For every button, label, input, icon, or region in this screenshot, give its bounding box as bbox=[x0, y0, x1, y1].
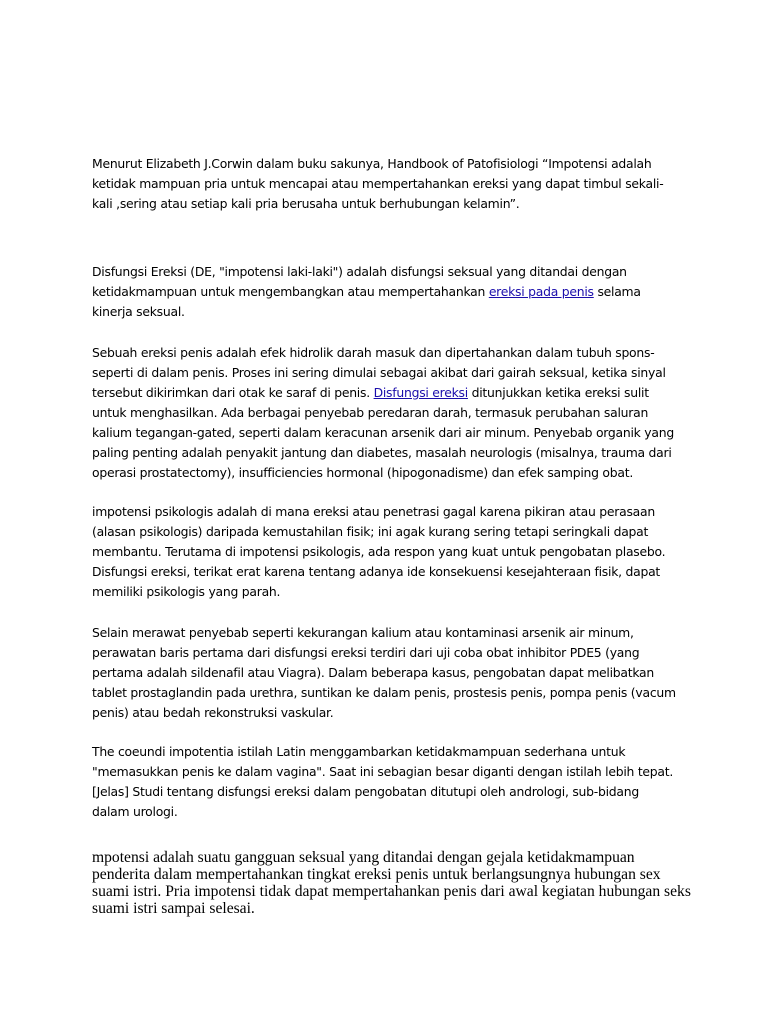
paragraph-impotensi-summary: mpotensi adalah suatu gangguan seksual yang ditandai dengan gejala ketidakmampuan penderita dalam mempertahankan tingkat ereksi penis untuk berlangsungnya hubungan sex suami istri. Pria impotensi tidak dapat mempertahankan penis dari awal kegiatan hubungan seks suami istri sampai selesai. bbox=[92, 849, 691, 917]
paragraph-text-segment: Disfungsi Ereksi (DE, "impotensi laki-laki") adalah disfungsi seksual yang ditandai dengan ketidakmampuan untuk mengembangkan atau mempertahankan bbox=[92, 264, 627, 299]
paragraph-text-segment: selama kinerja seksual. bbox=[92, 284, 641, 319]
link-ereksi-pada-penis[interactable]: ereksi pada penis bbox=[488, 284, 594, 299]
paragraph-perawatan: Selain merawat penyebab seperti kekurangan kalium atau kontaminasi arsenik air minum, perawatan baris pertama dari disfungsi ereksi terdiri dari uji coba obat inhibitor PDE5 (yang pertama adalah sildenafil atau Viagra). Dalam beberapa kasus, pengobatan dapat melibatkan tablet prostaglandin pada urethra, suntikan ke dalam penis, prostesis penis, pompa penis (vacum penis) atau bedah rekonstruksi vaskular. bbox=[92, 625, 676, 720]
paragraph-ereksi-penis-mechanism bbox=[92, 343, 676, 483]
paragraph-coeundi-impotentia: The coeundi impotentia istilah Latin menggambarkan ketidakmampuan sederhana untuk "memasukkan penis ke dalam vagina". Saat ini sebagian besar diganti dengan istilah lebih tepat. [Jelas] Studi tentang disfungsi ereksi dalam pengobatan ditutupi oleh andrologi, sub-bidang dalam urologi. bbox=[92, 744, 674, 819]
paragraph-text-segment: ditunjukkan ketika ereksi sulit untuk menghasilkan. Ada berbagai penyebab peredaran darah, termasuk perubahan saluran kalium tegangan-gated, seperti dalam keracunan arsenik dari air minum. Penyebab organik yang paling penting adalah penyakit jantung dan diabetes, masalah neurologis (misalnya, trauma dari operasi prostatectomy), insufficiencies hormonal (hipogonadisme) dan efek samping obat. bbox=[92, 385, 674, 480]
paragraph-text-segment: Sebuah ereksi penis adalah efek hidrolik darah masuk dan dipertahankan dalam tubuh spons-seperti di dalam penis. Proses ini sering dimulai sebagai akibat dari gairah seksual, ketika sinyal tersebut dikirimkan dari otak ke saraf di penis. bbox=[92, 345, 666, 400]
link-disfungsi-ereksi[interactable]: Disfungsi ereksi bbox=[373, 385, 468, 400]
paragraph-disfungsi-ereksi-definition bbox=[92, 262, 676, 322]
paragraph-corwin-definition: Menurut Elizabeth J.Corwin dalam buku sakunya, Handbook of Patofisiologi “Impotensi adalah ketidak mampuan pria untuk mencapai atau mempertahankan ereksi yang dapat timbul sekali-kali ,sering atau setiap kali pria berusaha untuk berhubungan kelamin”. bbox=[92, 156, 664, 211]
paragraph-impotensi-psikologis: impotensi psikologis adalah di mana ereksi atau penetrasi gagal karena pikiran atau perasaan (alasan psikologis) daripada kemustahilan fisik; ini agak kurang sering tetapi seringkali dapat membantu. Terutama di impotensi psikologis, ada respon yang kuat untuk pengobatan plasebo. Disfungsi ereksi, terikat erat karena tentang adanya ide konsekuensi kesejahteraan fisik, dapat memiliki psikologis yang parah. bbox=[92, 504, 666, 599]
